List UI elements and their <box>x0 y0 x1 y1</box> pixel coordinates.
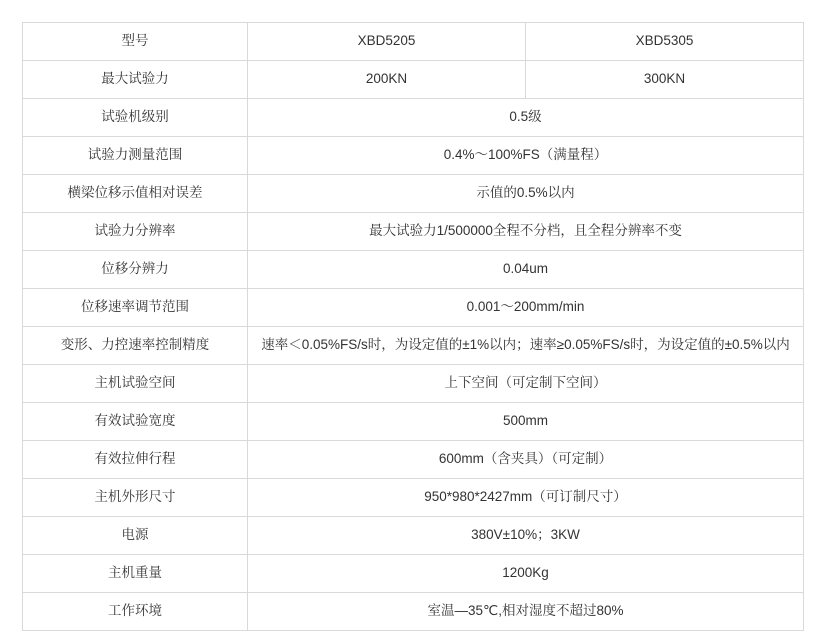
table-row <box>23 517 804 555</box>
row-value: 0.4%～100%FS（满量程） <box>248 137 804 175</box>
row-label: 主机试验空间 <box>23 365 248 403</box>
row-value: 380V±10%；3KW <box>248 517 804 555</box>
row-label: 型号 <box>23 23 248 61</box>
row-label: 变形、力控速率控制精度 <box>23 327 248 365</box>
table-row <box>23 555 804 593</box>
row-label: 电源 <box>23 517 248 555</box>
row-value: 速率＜0.05%FS/s时，为设定值的±1%以内；速率≥0.05%FS/s时，为设定值的±0.5%以内 <box>248 327 804 365</box>
table-row <box>23 365 804 403</box>
table-row <box>23 403 804 441</box>
row-value: XBD5305 <box>526 23 804 61</box>
row-value: 示值的0.5%以内 <box>248 175 804 213</box>
row-label: 位移分辨力 <box>23 251 248 289</box>
table-row <box>23 441 804 479</box>
table-row <box>23 99 804 137</box>
row-label: 有效试验宽度 <box>23 403 248 441</box>
row-label: 工作环境 <box>23 593 248 631</box>
table-row <box>23 175 804 213</box>
row-value: 200KN <box>248 61 526 99</box>
row-value: 0.001～200mm/min <box>248 289 804 327</box>
row-value: 500mm <box>248 403 804 441</box>
table-row <box>23 327 804 365</box>
table-row <box>23 23 804 61</box>
specification-table <box>22 22 804 631</box>
table-row <box>23 289 804 327</box>
row-value: XBD5205 <box>248 23 526 61</box>
table-row <box>23 251 804 289</box>
row-value: 1200Kg <box>248 555 804 593</box>
row-value: 0.04um <box>248 251 804 289</box>
row-value: 0.5级 <box>248 99 804 137</box>
table-row <box>23 593 804 631</box>
table-row <box>23 213 804 251</box>
row-label: 有效拉伸行程 <box>23 441 248 479</box>
table-row <box>23 137 804 175</box>
row-label: 最大试验力 <box>23 61 248 99</box>
row-label: 试验力分辨率 <box>23 213 248 251</box>
table-row <box>23 479 804 517</box>
row-value: 300KN <box>526 61 804 99</box>
row-value: 600mm（含夹具）（可定制） <box>248 441 804 479</box>
row-value: 上下空间（可定制下空间） <box>248 365 804 403</box>
row-label: 试验力测量范围 <box>23 137 248 175</box>
row-label: 位移速率调节范围 <box>23 289 248 327</box>
row-value: 950*980*2427mm（可订制尺寸） <box>248 479 804 517</box>
row-label: 试验机级别 <box>23 99 248 137</box>
row-value: 室温—35℃,相对湿度不超过80% <box>248 593 804 631</box>
table-row <box>23 61 804 99</box>
row-label: 主机外形尺寸 <box>23 479 248 517</box>
table-body <box>23 23 804 631</box>
row-value: 最大试验力1/500000全程不分档，且全程分辨率不变 <box>248 213 804 251</box>
row-label: 横梁位移示值相对误差 <box>23 175 248 213</box>
row-label: 主机重量 <box>23 555 248 593</box>
